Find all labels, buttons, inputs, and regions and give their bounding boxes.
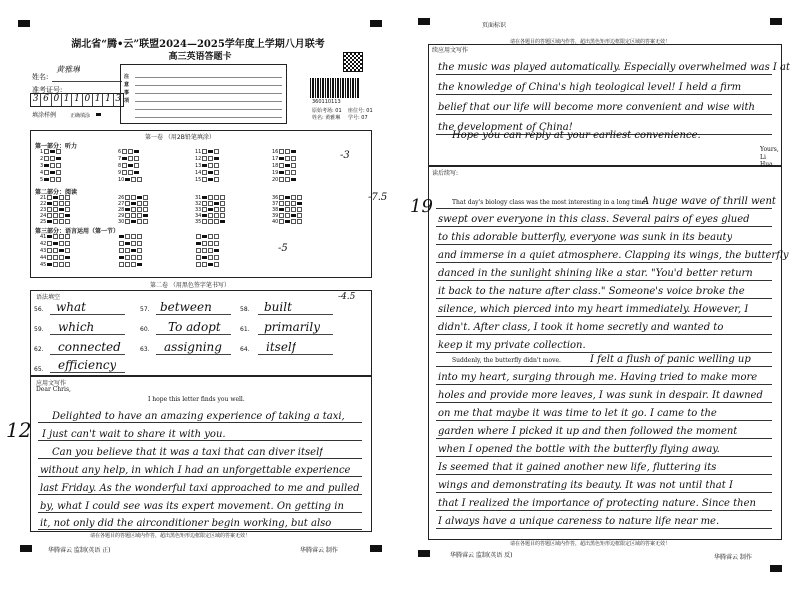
student-name: 黄雅琳 xyxy=(56,65,80,74)
writing-label: 应用文写作 xyxy=(36,380,67,387)
name-label: 姓名: xyxy=(32,73,49,81)
barcode xyxy=(310,78,360,98)
part-3-label: 第三部分：语言运用（第一节） xyxy=(35,228,120,235)
grammar-score: -4.5 xyxy=(338,292,356,302)
corner-mark xyxy=(770,565,782,572)
footer-right: 华腾睿云 制作 xyxy=(300,547,338,554)
exam-id-label: 准考证号: xyxy=(32,86,63,94)
exam-id-boxes: 3 6 0 1 1 0 1 1 3 xyxy=(30,93,124,107)
correct-fill-mark xyxy=(96,113,101,116)
continued-letter: the music was played automatically. Especially overwhelmed was I at the knowledge of China's high teological level! I held a firm belief that our life will become more convenient and wise with the development of China! Hope you can reply at your earliest convenience. Yours, Li Hua xyxy=(438,62,791,168)
barcode-number: 360110113 xyxy=(312,99,341,105)
corner-mark xyxy=(418,18,430,25)
grammar-label: 语法填空 xyxy=(36,294,61,301)
continuation-para-1: That day's biology class was the most interesting in a long time. A huge wave of thrill went swept over everyone in this class. Several pairs of eyes glued to this adorable butterfly, everyone was sunk in its beauty and immerse in a quiet atmosphere. Clapping its wings, the butterfly danced in the sunlight shining like a star. "You'd better return it back to the nature after class." Someone's voice broke the silence, which pierced into my heart immediately. However, I didn't. After class, I took it home secretly and wanted to keep it my private collection. xyxy=(438,196,789,351)
continue-label: 续应用文写作 xyxy=(432,47,469,54)
corner-mark xyxy=(18,20,30,27)
exam-title: 湖北省“腾•云”联盟2024—2025学年度上学期八月联考 xyxy=(71,39,325,50)
footer-left: 华腾睿云 监制(英语 反) xyxy=(450,552,513,559)
footer-left: 华腾睿云 监制(英语 正) xyxy=(48,547,111,554)
corner-mark xyxy=(770,18,782,25)
section-1-header: 第一卷 （用2B铅笔填涂） xyxy=(145,134,215,141)
footer-notice: 请在各题目的答题区域内作答，超出黑色矩形边框限定区域的答案无效！ xyxy=(90,533,251,539)
top-notice: 请在各题目的答题区域内作答，超出黑色矩形边框限定区域的答案无效！ xyxy=(510,39,671,45)
qr-code xyxy=(343,52,363,72)
page-mark: 页面标识 xyxy=(482,22,507,29)
continuation-score: 19 xyxy=(410,196,433,217)
correct-fill-label: 正确填涂 xyxy=(70,113,91,119)
notice-box: 注意事项 xyxy=(120,64,287,124)
answer-sheet-back xyxy=(400,0,800,593)
part-1-label: 第一部分：听力 xyxy=(35,143,78,150)
reading-score: -7.5 xyxy=(368,192,388,203)
sheet-title: 高三英语答题卡 xyxy=(168,52,232,62)
listening-score: -3 xyxy=(340,150,350,161)
section-2-header: 第二卷 （用黑色签字笔书写） xyxy=(150,282,230,289)
corner-mark xyxy=(370,545,382,552)
example-label: 填涂样例 xyxy=(32,112,57,119)
answer-sheet-front: 湖北省“腾•云”联盟2024—2025学年度上学期八月联考 高三英语答题卡 姓名: 黄雅琳 准考证号: 3 6 0 1 1 0 1 1 3 填涂样例 正确填涂 注意事项 360110113 原始考场: 01 座位号: 01 姓名: 黄雅琳 学号: 07 第一卷 （用2B铅笔填涂） 第一部分：听力 第二部分：阅读 第三部分：语言运用（第一节） 1 2 3 4 5 6 7 8 9 10 11 12 13 14 15 16 17 18 19 20 21 22 23 24 25 26 27 28 29 30 31 32 33 34 35 36 37 38 39 40 41 42 43 44 45 -3 -7.5 -5 第二卷 （用黑色签字笔书写） 语法填空 -4.5 56. what 57. between 58. built 59. which 60. To adopt 61. primarily 62. connected 63. assigning 64. itself 65. efficiency 应用文写作 Dear Chris, I hope this letter finds you well. 12 Delighted to have an amazing experience of taking a taxi, I just can't wait to share it with you. Can you believe that it was a taxi that can diver itself without any help, in which I had an unforgettable experience last Friday. As the wonderful taxi approached to me and pulled by, what I could see was its expert movement. On getting in it, not only did the airconditioner begin working, but also 请在各题目的答题区域内作答，超出黑色矩形边框限定区域的答案无效！ 华腾睿云 监制(英语 正) 华腾睿云 制作 xyxy=(0,0,400,593)
part-2-label: 第二部分：阅读 xyxy=(35,189,78,196)
language-score: -5 xyxy=(278,243,288,254)
corner-mark xyxy=(20,545,32,552)
bottom-notice: 请在各题目的答题区域内作答，超出黑色矩形边框限定区域的答案无效！ xyxy=(510,541,671,547)
footer-right: 华腾睿云 制作 xyxy=(714,554,752,561)
continuation-label: 读后续写: xyxy=(432,170,459,177)
letter-body: Delighted to have an amazing experience of taking a taxi, I just can't wait to share it with you. Can you believe that it was a taxi that can diver itself without any help, in which I had an unforgettable experience last Friday. As the wonderful taxi approached to me and pulled by, what I could see was its expert movement. On getting in it, not only did the airconditioner begin working, but also xyxy=(32,404,368,530)
corner-mark xyxy=(370,20,382,27)
corner-mark xyxy=(418,550,430,557)
letter-greeting: Dear Chris, xyxy=(36,386,71,393)
letter-opening: I hope this letter finds you well. xyxy=(148,396,245,403)
continuation-para-2: Suddenly, the butterfly didn't move. I felt a flush of panic welling up into my heart, surging through me. Having tried to make more holes and provide more leaves, I was sunk in despair. It dawned on me that maybe it was time to let it go. I came to the garden where I picked it up and then followed the moment when I opened the bottle with the butterfly flying away. Is seemed that it gained another new life, fluttering its wings and demonstrating its beauty. It was not until that I that I realized the importance of protecting nature. Since then I always have a unique careness to nature life near me. xyxy=(430,348,778,538)
writing-score: 12 xyxy=(6,418,32,442)
